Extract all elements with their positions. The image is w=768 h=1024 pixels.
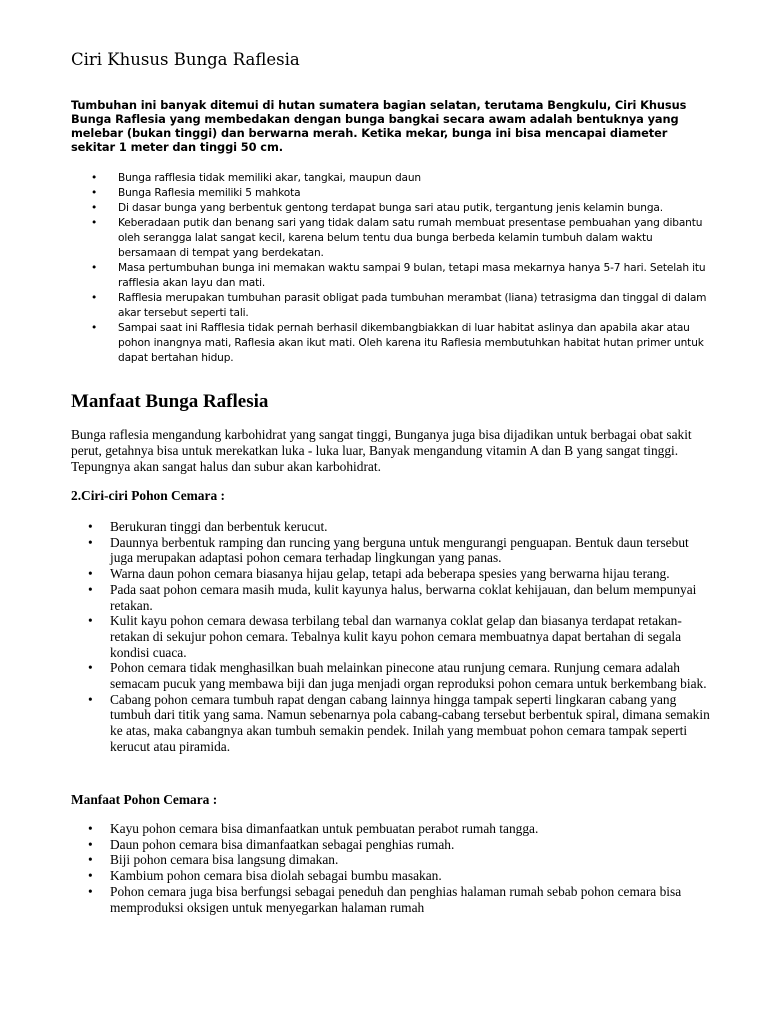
manfaat-raflesia-paragraph: Bunga raflesia mengandung karbohidrat yang sangat tinggi, Bunganya juga bisa dijadikan untuk berbagai obat sakit perut, getahnya bisa untuk merekatkan luka - luka luar, Banyak mengandung vitamin A dan B yang sangat tinggi. Tepungnya akan sangat halus dan subur akan karbohidrat. bbox=[71, 427, 692, 474]
list-item: • Rafflesia merupakan tumbuhan parasit obligat pada tumbuhan merambat (liana) tetrasigma dan tinggal di dalam akar tersebut seperti tali. bbox=[71, 291, 711, 321]
list-item: • Daun pohon cemara bisa dimanfaatkan sebagai penghias rumah. bbox=[71, 837, 711, 853]
list-item: • Bunga rafflesia tidak memiliki akar, tangkai, maupun daun bbox=[71, 171, 711, 186]
section-title-ciri-cemara: 2.Ciri-ciri Pohon Cemara : bbox=[71, 488, 225, 503]
section-title-manfaat-cemara: Manfaat Pohon Cemara : bbox=[71, 792, 218, 807]
list-item: • Keberadaan putik dan benang sari yang tidak dalam satu rumah membuat presentase pembuahan yang dibantu oleh serangga lalat sangat kecil, karena belum tentu dua bunga berbeda kelamin tumbuh dalam waktu bersamaan di tempat yang berdekatan. bbox=[71, 216, 711, 261]
section-title-ciri-khusus: Ciri Khusus Bunga Raflesia bbox=[71, 50, 300, 69]
manfaat-cemara-list bbox=[71, 821, 711, 915]
list-item: • Masa pertumbuhan bunga ini memakan waktu sampai 9 bulan, tetapi masa mekarnya hanya 5-7 hari. Setelah itu rafflesia akan layu dan mati. bbox=[71, 261, 711, 291]
list-item: • Pohon cemara juga bisa berfungsi sebagai peneduh dan penghias halaman rumah sebab pohon cemara bisa memproduksi oksigen untuk menyegarkan halaman rumah bbox=[71, 884, 711, 915]
intro-paragraph: Tumbuhan ini banyak ditemui di hutan sumatera bagian selatan, terutama Bengkulu, Ciri Khusus Bunga Raflesia yang membedakan dengan bunga bangkai secara awam adalah bentuknya yang melebar (bukan tinggi) dan berwarna merah. Ketika mekar, bunga ini bisa mencapai diameter sekitar 1 meter dan tinggi 50 cm. bbox=[71, 98, 687, 154]
list-item: • Daunnya berbentuk ramping dan runcing yang berguna untuk mengurangi penguapan. Bentuk daun tersebut juga merupakan adaptasi pohon cemara terhadap lingkungan yang panas. bbox=[71, 535, 711, 566]
ciri-cemara-list bbox=[71, 519, 711, 755]
list-item: • Pohon cemara tidak menghasilkan buah melainkan pinecone atau runjung cemara. Runjung cemara adalah semacam pucuk yang membawa biji dan juga menjadi organ reproduksi pohon cemara untuk berkembang biak. bbox=[71, 660, 711, 691]
list-item: • Sampai saat ini Rafflesia tidak pernah berhasil dikembangbiakkan di luar habitat aslinya dan apabila akar atau pohon inangnya mati, Raflesia akan ikut mati. Oleh karena itu Raflesia membutuhkan habitat hutan primer untuk dapat bertahan hidup. bbox=[71, 321, 711, 366]
list-item: • Kulit kayu pohon cemara dewasa terbilang tebal dan warnanya coklat gelap dan biasanya terdapat retakan-retakan di sekujur pohon cemara. Tebalnya kulit kayu pohon cemara membuatnya dapat bertahan di segala kondisi cuaca. bbox=[71, 613, 711, 660]
list-item: • Berukuran tinggi dan berbentuk kerucut. bbox=[71, 519, 711, 535]
list-item: • Kambium pohon cemara bisa diolah sebagai bumbu masakan. bbox=[71, 868, 711, 884]
section-title-manfaat-raflesia: Manfaat Bunga Raflesia bbox=[71, 391, 269, 412]
list-item: • Di dasar bunga yang berbentuk gentong terdapat bunga sari atau putik, tergantung jenis kelamin bunga. bbox=[71, 201, 711, 216]
list-item: • Biji pohon cemara bisa langsung dimakan. bbox=[71, 852, 711, 868]
list-item: • Warna daun pohon cemara biasanya hijau gelap, tetapi ada beberapa spesies yang berwarna hijau terang. bbox=[71, 566, 711, 582]
list-item: • Kayu pohon cemara bisa dimanfaatkan untuk pembuatan perabot rumah tangga. bbox=[71, 821, 711, 837]
list-item: • Pada saat pohon cemara masih muda, kulit kayunya halus, berwarna coklat kehijauan, dan belum mempunyai retakan. bbox=[71, 582, 711, 613]
list-item: • Bunga Raflesia memiliki 5 mahkota bbox=[71, 186, 711, 201]
list-item: • Cabang pohon cemara tumbuh rapat dengan cabang lainnya hingga tampak seperti lingkaran cabang yang tumbuh dari titik yang sama. Namun sebenarnya pola cabang-cabang tersebut berbentuk spiral, dimana semakin ke atas, maka cabangnya akan tumbuh semakin pendek. Inilah yang membuat pohon cemara tampak seperti kerucut atau piramida. bbox=[71, 692, 711, 755]
ciri-khusus-list bbox=[71, 171, 711, 366]
